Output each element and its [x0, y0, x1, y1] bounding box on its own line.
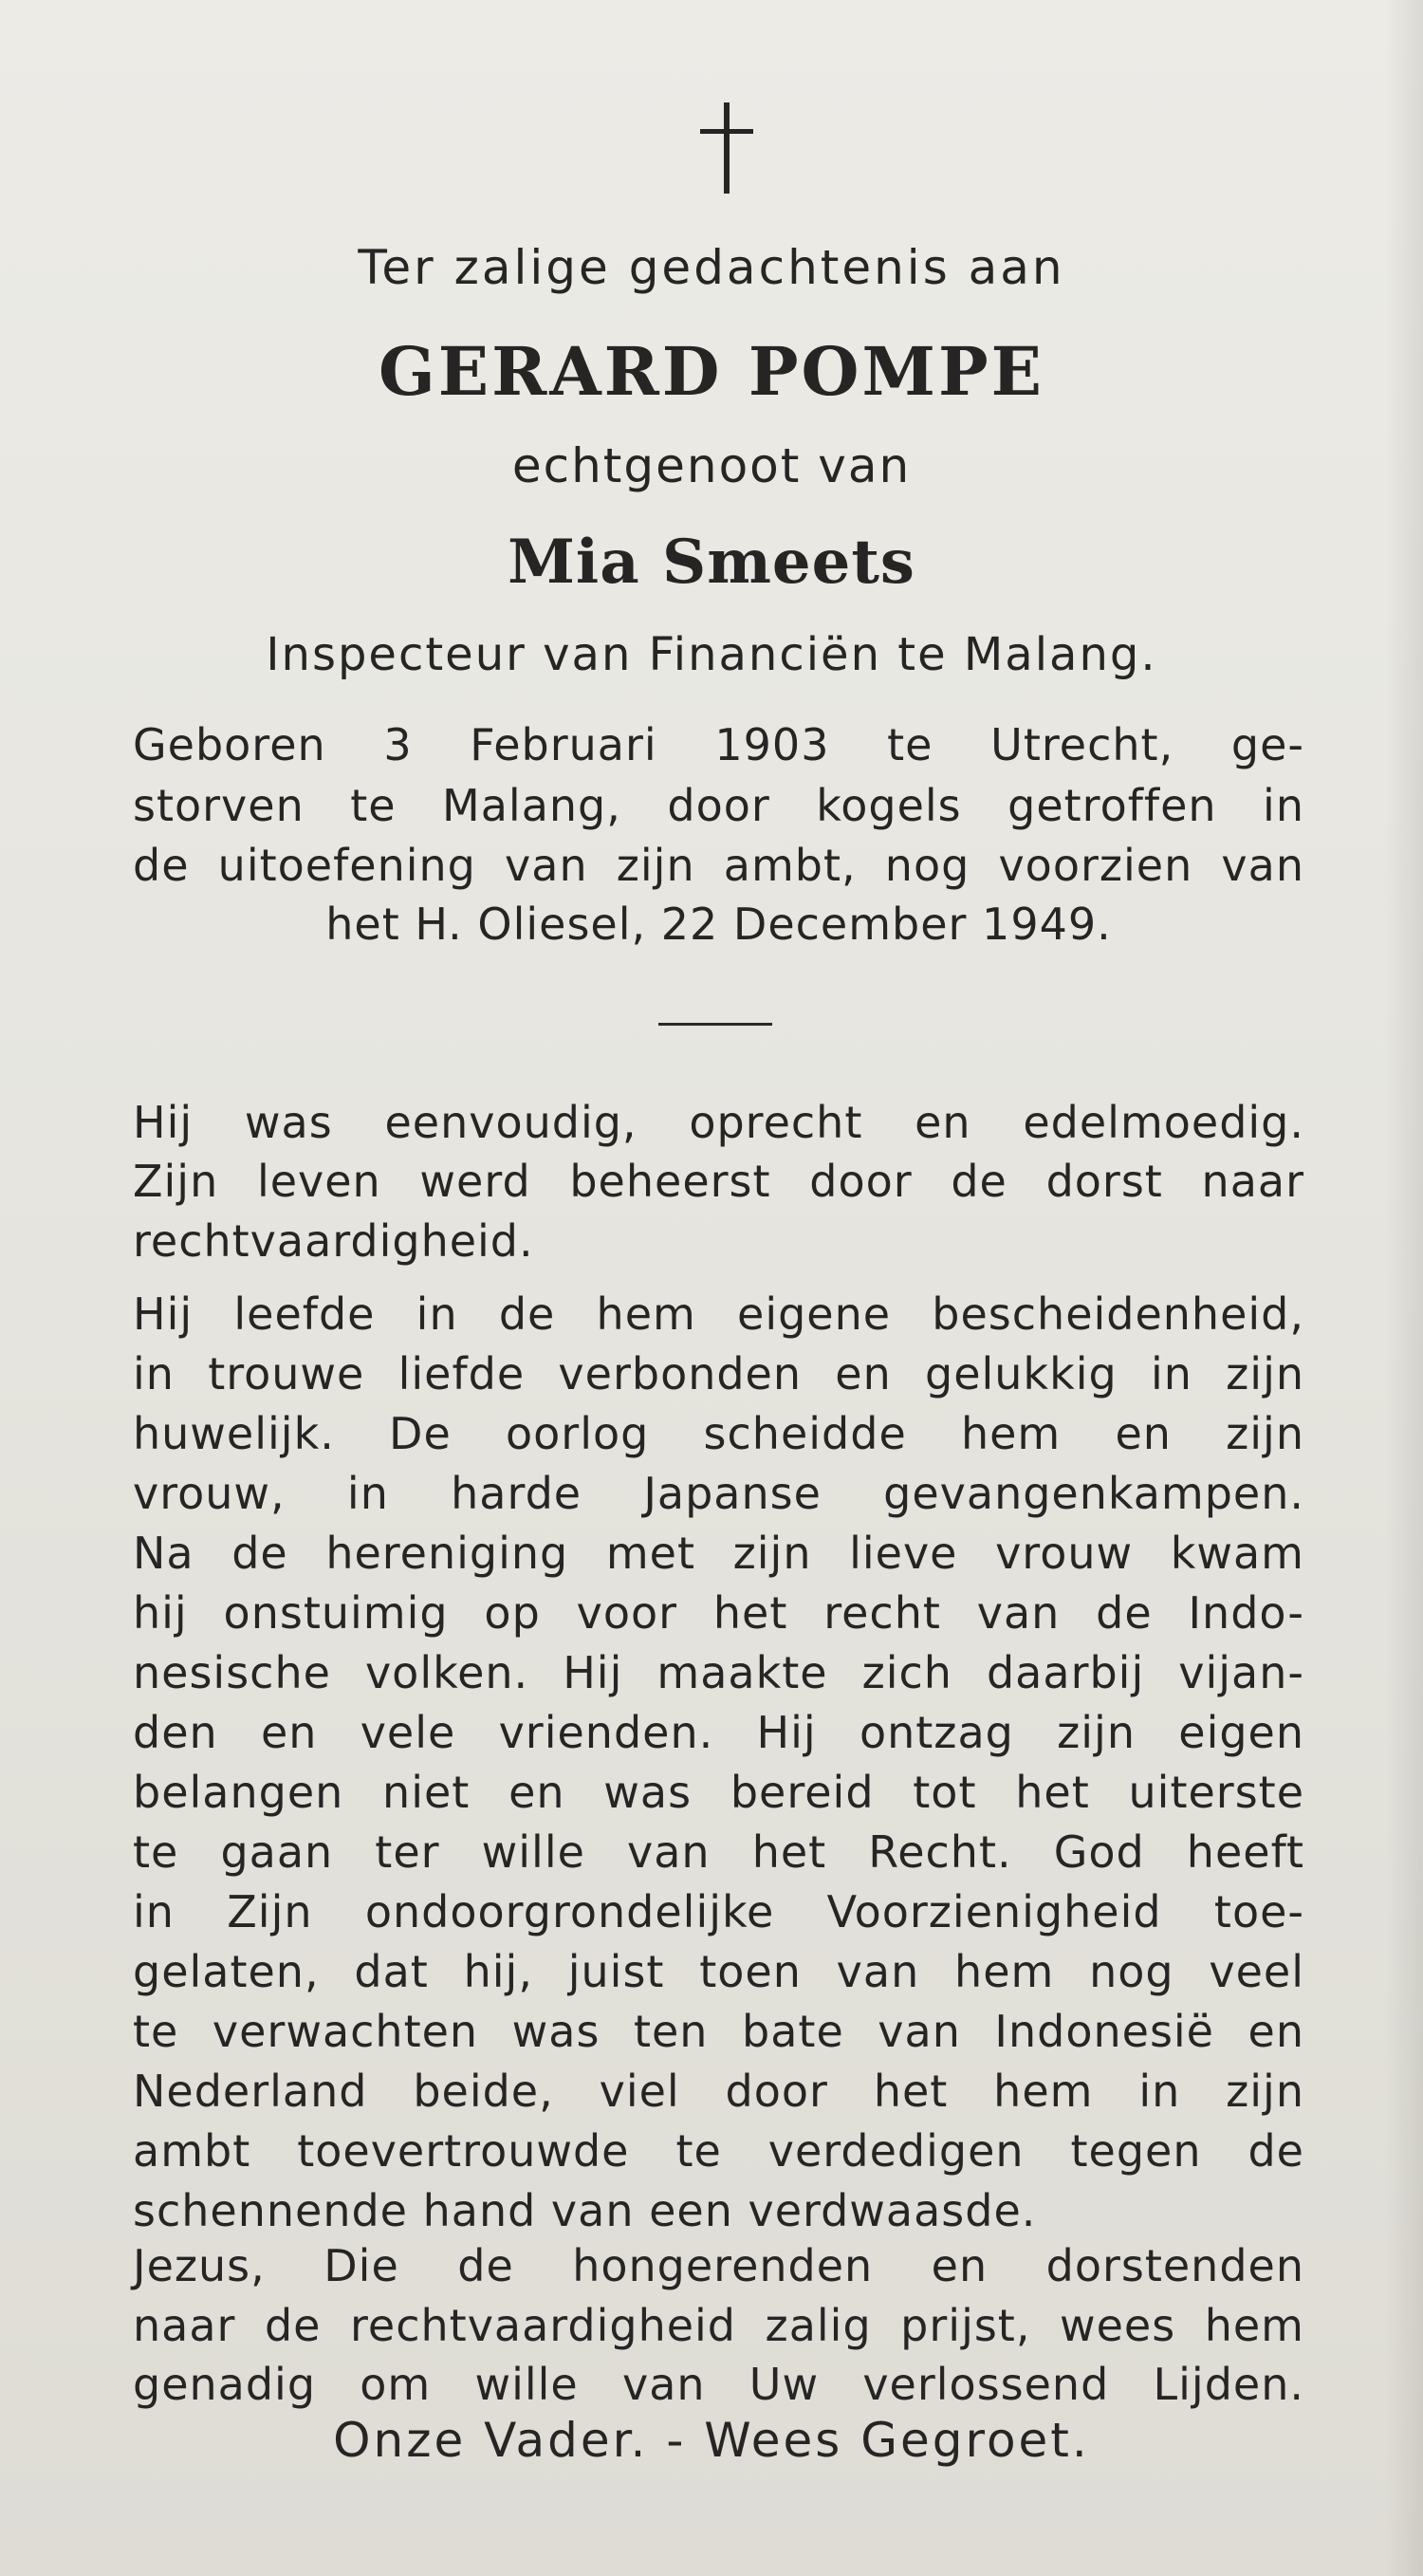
paragraph2-line: te gaan ter wille van het Recht. God heeft: [133, 1826, 1304, 1878]
bio-line: storven te Malang, door kogels getroffen in: [133, 780, 1304, 831]
paragraph1-line: rechtvaardigheid.: [133, 1215, 534, 1267]
paragraph2-line: in trouwe liefde verbonden en gelukkig in zijn: [133, 1348, 1304, 1399]
paragraph2-line: Na de hereniging met zijn lieve vrouw kwam: [133, 1528, 1304, 1579]
paragraph1-line: Hij was eenvoudig, oprecht en edelmoedig.: [133, 1097, 1304, 1148]
paragraph2-line: belangen niet en was bereid tot het uiterste: [133, 1767, 1304, 1818]
deceased-name: GERARD POMPE: [379, 332, 1044, 411]
paragraph2-line: hij onstuimig op voor het recht van de Indo-: [133, 1587, 1304, 1639]
paragraph2-line: Hij leefde in de hem eigene bescheidenheid,: [133, 1288, 1304, 1340]
paragraph2-line: in Zijn ondoorgrondelijke Voorzienigheid toe-: [133, 1886, 1304, 1937]
prayer-line: naar de rechtvaardigheid zalig prijst, wees hem: [133, 2300, 1304, 2351]
bio-line: de uitoefening van zijn ambt, nog voorzien van: [133, 840, 1304, 891]
paragraph2-line: gelaten, dat hij, juist toen van hem nog veel: [133, 1946, 1304, 1997]
paragraph2-line: te verwachten was ten bate van Indonesië en: [133, 2006, 1304, 2057]
bio-line: het H. Oliesel, 22 December 1949.: [325, 899, 1112, 950]
cross-icon: [700, 102, 753, 194]
paragraph2-line: den en vele vrienden. Hij ontzag zijn eigen: [133, 1707, 1304, 1758]
paragraph2-line: nesische volken. Hij maakte zich daarbij vijan-: [133, 1647, 1304, 1698]
spouse-label: echtgenoot van: [511, 438, 912, 493]
divider: [658, 1023, 772, 1026]
prayer-line: genadig om wille van Uw verlossend Lijden.: [133, 2359, 1304, 2410]
paragraph2-line: vrouw, in harde Japanse gevangenkampen.: [133, 1468, 1304, 1519]
paragraph1-line: Zijn leven werd beheerst door de dorst naar: [133, 1156, 1304, 1207]
bio-line: Geboren 3 Februari 1903 te Utrecht, ge-: [133, 719, 1304, 770]
paragraph2-line: ambt toevertrouwde te verdedigen tegen de: [133, 2125, 1304, 2177]
paragraph2-line: schennende hand van een verdwaasde.: [133, 2185, 1037, 2236]
intro-text: Ter zalige gedachtenis aan: [358, 240, 1065, 295]
closing-prayers: Onze Vader. - Wees Gegroet.: [333, 2413, 1090, 2468]
prayer-line: Jezus, Die de hongerenden en dorstenden: [133, 2240, 1304, 2291]
paragraph2-line: huwelijk. De oorlog scheidde hem en zijn: [133, 1408, 1304, 1459]
occupation-title: Inspecteur van Financiën te Malang.: [266, 628, 1157, 681]
spouse-name: Mia Smeets: [508, 527, 915, 598]
paragraph2-line: Nederland beide, viel door het hem in zijn: [133, 2066, 1304, 2117]
